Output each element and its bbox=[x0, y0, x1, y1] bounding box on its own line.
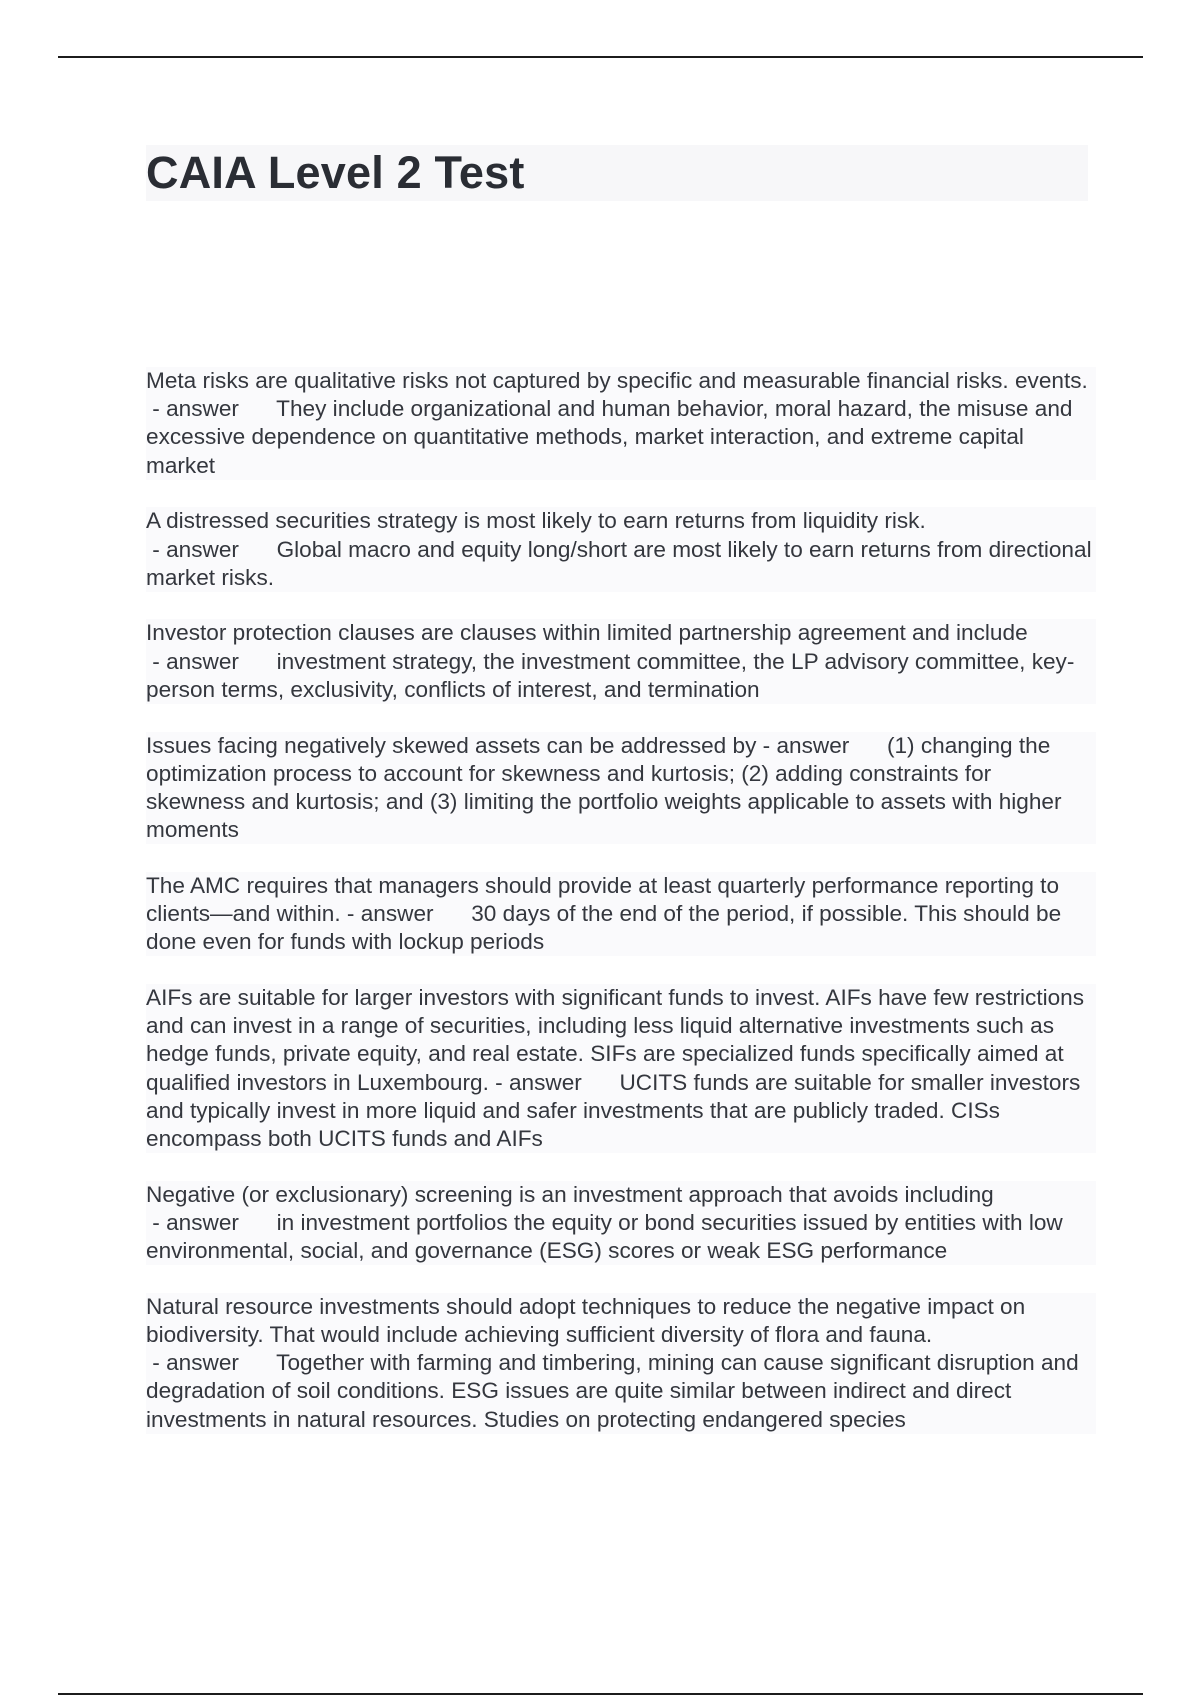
qa-item bbox=[146, 1181, 1096, 1266]
answer-separator: - answer bbox=[340, 901, 472, 927]
qa-item bbox=[146, 1293, 1096, 1434]
answer-separator: - answer bbox=[146, 396, 277, 422]
qa-answer: (1) changing the optimization process to account for skewness and kurtosis; (2) adding constraints for skewness and kurtosis; and (3) limiting the portfolio weights applicable to assets with higher moments bbox=[146, 732, 1062, 843]
qa-item bbox=[146, 367, 1096, 480]
qa-question: The AMC requires that managers should provide at least quarterly performance reporting to clients—and within. bbox=[146, 872, 1060, 927]
answer-separator: - answer bbox=[756, 732, 887, 758]
qa-item bbox=[146, 619, 1096, 704]
qa-answer: investment strategy, the investment committee, the LP advisory committee, key-person terms, exclusivity, conflicts of interest, and termination bbox=[146, 648, 1075, 702]
qa-question: Negative (or exclusionary) screening is an investment approach that avoids including bbox=[146, 1181, 994, 1207]
qa-item bbox=[146, 507, 1096, 592]
qa-item bbox=[146, 984, 1096, 1153]
qa-question: AIFs are suitable for larger investors with significant funds to invest. AIFs have few restrictions and can invest in a range of securities, including less liquid alternative investments such as hedge funds, private equity, and real estate. SIFs are specialized funds specifically aimed at qualified investors in Luxembourg. bbox=[146, 984, 1085, 1095]
answer-separator: - answer bbox=[146, 536, 277, 562]
qa-question: Issues facing negatively skewed assets can be addressed by bbox=[146, 732, 757, 758]
qa-answer: They include organizational and human behavior, moral hazard, the misuse and excessive dependence on quantitative methods, market interaction, and extreme capital market bbox=[146, 396, 1073, 478]
top-divider bbox=[58, 56, 1143, 58]
qa-answer: Together with farming and timbering, mining can cause significant disruption and degradation of soil conditions. ESG issues are quite similar between indirect and direct investments in natural resources. Studies on protecting endangered species bbox=[146, 1350, 1079, 1432]
qa-question: Meta risks are qualitative risks not captured by specific and measurable financial risks. events. bbox=[146, 368, 1088, 393]
qa-question: Natural resource investments should adopt techniques to reduce the negative impact on biodiversity. That would include achieving sufficient diversity of flora and fauna. bbox=[146, 1293, 1026, 1347]
bottom-divider bbox=[58, 1693, 1143, 1695]
answer-separator: - answer bbox=[488, 1069, 620, 1095]
answer-separator: - answer bbox=[146, 1209, 277, 1235]
qa-answer: Global macro and equity long/short are most likely to earn returns from directional market risks. bbox=[146, 536, 1092, 590]
qa-item bbox=[146, 732, 1096, 845]
qa-answer: in investment portfolios the equity or bond securities issued by entities with low environmental, social, and governance (ESG) scores or weak ESG performance bbox=[146, 1209, 1063, 1264]
page-title: CAIA Level 2 Test bbox=[146, 147, 525, 198]
qa-question: A distressed securities strategy is most likely to earn returns from liquidity risk. bbox=[146, 508, 926, 534]
answer-separator: - answer bbox=[146, 1350, 277, 1376]
qa-list bbox=[146, 367, 1096, 1461]
qa-answer: 30 days of the end of the period, if possible. This should be done even for funds with lockup periods bbox=[146, 901, 1062, 955]
qa-question: Investor protection clauses are clauses within limited partnership agreement and include bbox=[146, 620, 1028, 646]
answer-separator: - answer bbox=[146, 648, 277, 674]
qa-answer: UCITS funds are suitable for smaller investors and typically invest in more liquid and safer investments that are publicly traded. CISs encompass both UCITS funds and AIFs bbox=[146, 1069, 1081, 1151]
qa-item bbox=[146, 872, 1096, 957]
